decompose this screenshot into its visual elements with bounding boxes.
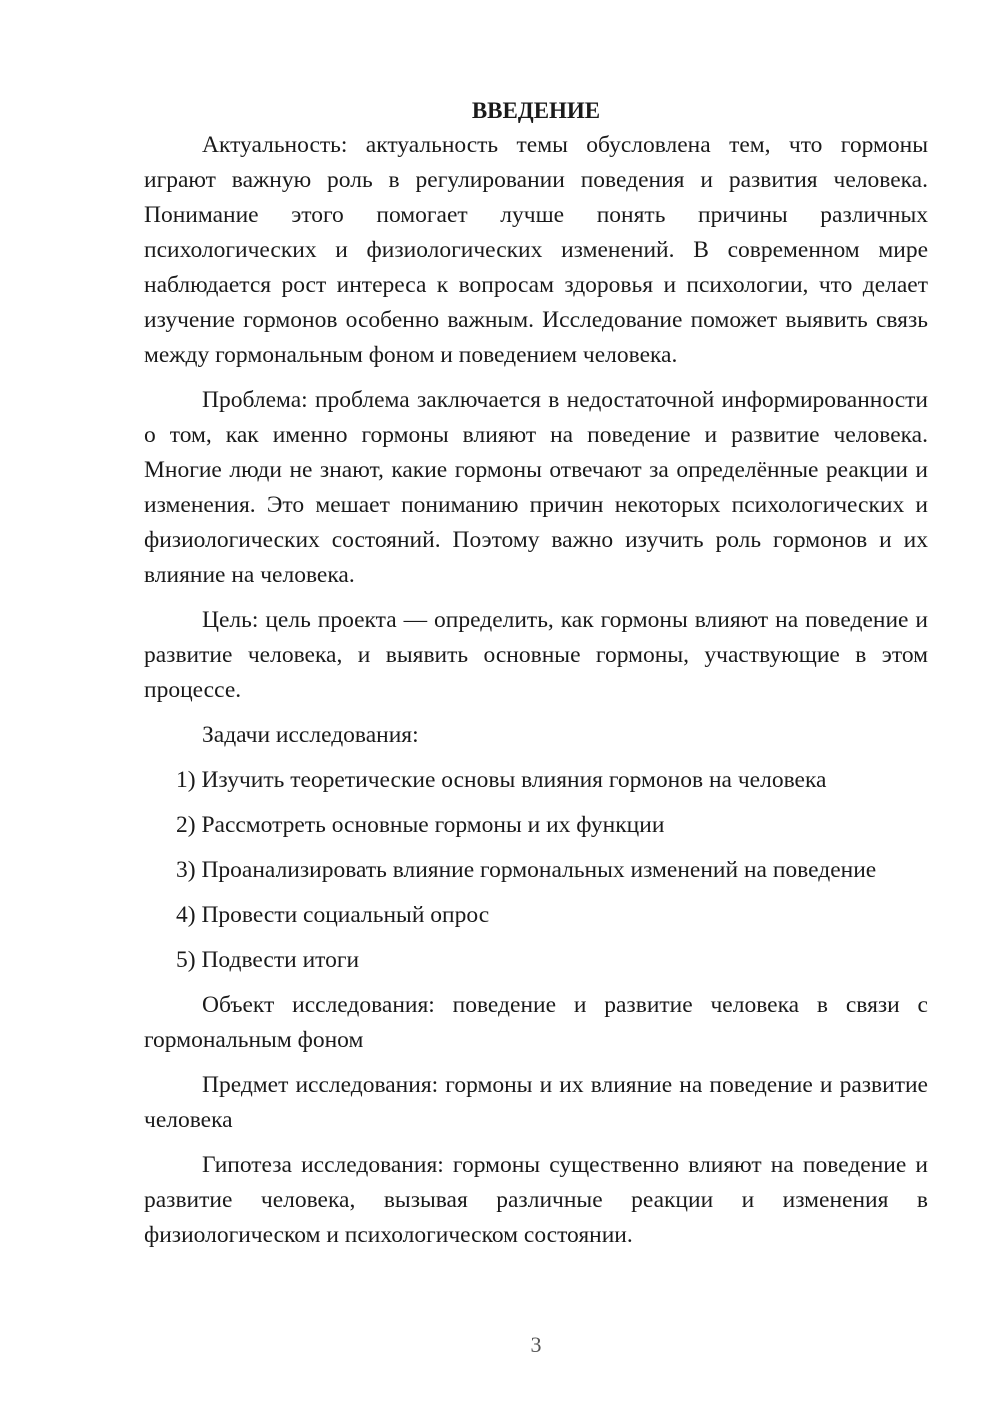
goal-paragraph: Цель: цель проекта — определить, как гормоны влияют на поведение и развитие человека, и выявить основные гормоны, участвующие в этом процессе. [144,607,928,703]
page-number: 3 [530,1332,542,1357]
section-heading: ВВЕДЕНИЕ [471,98,601,123]
tasks-title: Задачи исследования: [202,722,419,748]
hypothesis-paragraph: Гипотеза исследования: гормоны существенно влияют на поведение и развитие человека, вызывая различные реакции и изменения в физиологическом и психологическом состоянии. [144,1152,928,1248]
task-item: 1) Изучить теоретические основы влияния гормонов на человека [176,767,827,793]
problem-paragraph: Проблема: проблема заключается в недостаточной информированности о том, как именно гормоны влияют на поведение и развитие человека. Многие люди не знают, какие гормоны отвечают за определённые реакции и изменения. Это мешает пониманию причин некоторых психологических и физиологических состояний. Поэтому важно изучить роль гормонов и их влияние на человека. [144,387,928,588]
task-item: 4) Провести социальный опрос [176,902,490,928]
relevance-paragraph: Актуальность: актуальность темы обусловлена тем, что гормоны играют важную роль в регулировании поведения и развития человека. Понимание этого помогает лучше понять причины различных психологических и физиологических изменений. В современном мире наблюдается рост интереса к вопросам здоровья и психологии, что делает изучение гормонов особенно важным. Исследование поможет выявить связь между гормональным фоном и поведением человека. [144,132,928,368]
tasks-list [144,763,928,978]
object-paragraph: Объект исследования: поведение и развитие человека в связи с гормональным фоном [144,992,928,1053]
page-content [144,93,928,1263]
task-item: 5) Подвести итоги [176,947,360,973]
task-item: 2) Рассмотреть основные гормоны и их функции [176,812,665,838]
task-item: 3) Проанализировать влияние гормональных изменений на поведение [176,857,877,883]
subject-paragraph: Предмет исследования: гормоны и их влияние на поведение и развитие человека [144,1072,928,1133]
